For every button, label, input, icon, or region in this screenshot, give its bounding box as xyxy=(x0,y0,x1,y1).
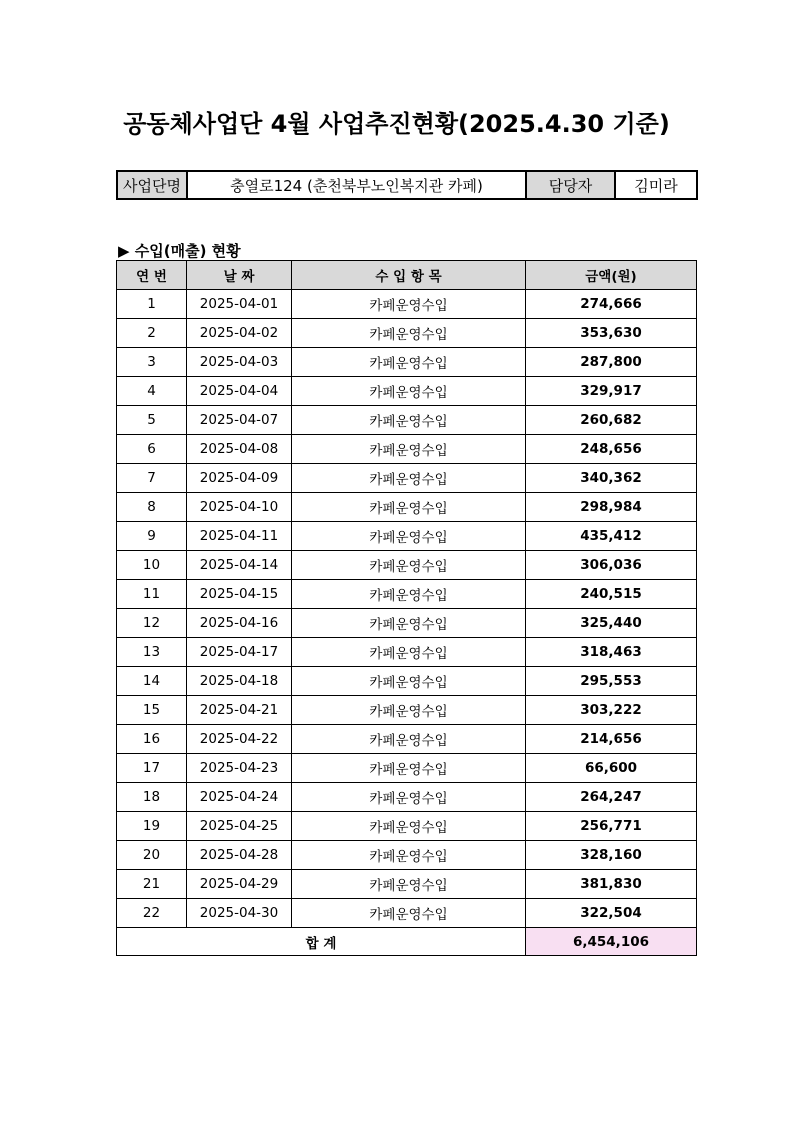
row-no: 5 xyxy=(117,406,187,435)
row-amount: 306,036 xyxy=(526,551,697,580)
row-date: 2025-04-14 xyxy=(187,551,292,580)
row-amount: 287,800 xyxy=(526,348,697,377)
header-no: 연 번 xyxy=(117,261,187,290)
row-no: 16 xyxy=(117,725,187,754)
row-no: 19 xyxy=(117,812,187,841)
row-item: 카페운영수입 xyxy=(292,348,526,377)
row-no: 6 xyxy=(117,435,187,464)
row-date: 2025-04-30 xyxy=(187,899,292,928)
row-amount: 353,630 xyxy=(526,319,697,348)
row-item: 카페운영수입 xyxy=(292,551,526,580)
row-amount: 248,656 xyxy=(526,435,697,464)
table-row xyxy=(117,319,697,348)
row-amount: 318,463 xyxy=(526,638,697,667)
table-row xyxy=(117,290,697,319)
row-amount: 66,600 xyxy=(526,754,697,783)
row-no: 3 xyxy=(117,348,187,377)
row-no: 20 xyxy=(117,841,187,870)
row-no: 14 xyxy=(117,667,187,696)
total-label: 합 계 xyxy=(117,928,526,956)
table-row xyxy=(117,667,697,696)
row-date: 2025-04-23 xyxy=(187,754,292,783)
row-item: 카페운영수입 xyxy=(292,319,526,348)
row-date: 2025-04-17 xyxy=(187,638,292,667)
row-no: 13 xyxy=(117,638,187,667)
row-no: 12 xyxy=(117,609,187,638)
header-date: 날 짜 xyxy=(187,261,292,290)
section-title: ▶ 수입(매출) 현황 xyxy=(118,242,241,260)
unit-name-value: 충열로124 (춘천북부노인복지관 카페) xyxy=(187,171,526,199)
row-date: 2025-04-03 xyxy=(187,348,292,377)
table-row xyxy=(117,638,697,667)
table-row xyxy=(117,493,697,522)
row-date: 2025-04-11 xyxy=(187,522,292,551)
business-info-table xyxy=(116,170,698,200)
header-amount: 금액(원) xyxy=(526,261,697,290)
row-amount: 264,247 xyxy=(526,783,697,812)
row-item: 카페운영수입 xyxy=(292,754,526,783)
row-date: 2025-04-24 xyxy=(187,783,292,812)
header-item: 수 입 항 목 xyxy=(292,261,526,290)
row-amount: 214,656 xyxy=(526,725,697,754)
row-amount: 274,666 xyxy=(526,290,697,319)
row-amount: 322,504 xyxy=(526,899,697,928)
table-row xyxy=(117,609,697,638)
row-amount: 303,222 xyxy=(526,696,697,725)
table-row xyxy=(117,435,697,464)
table-header-row xyxy=(117,261,697,290)
row-amount: 240,515 xyxy=(526,580,697,609)
row-amount: 381,830 xyxy=(526,870,697,899)
row-date: 2025-04-15 xyxy=(187,580,292,609)
table-row xyxy=(117,754,697,783)
row-item: 카페운영수입 xyxy=(292,638,526,667)
row-item: 카페운영수입 xyxy=(292,580,526,609)
row-no: 11 xyxy=(117,580,187,609)
table-row xyxy=(117,899,697,928)
table-row xyxy=(117,348,697,377)
row-item: 카페운영수입 xyxy=(292,667,526,696)
table-row xyxy=(117,406,697,435)
row-item: 카페운영수입 xyxy=(292,435,526,464)
row-item: 카페운영수입 xyxy=(292,812,526,841)
row-date: 2025-04-21 xyxy=(187,696,292,725)
row-date: 2025-04-25 xyxy=(187,812,292,841)
row-date: 2025-04-10 xyxy=(187,493,292,522)
row-item: 카페운영수입 xyxy=(292,696,526,725)
row-date: 2025-04-07 xyxy=(187,406,292,435)
manager-value: 김미라 xyxy=(615,171,697,199)
table-row xyxy=(117,580,697,609)
row-item: 카페운영수입 xyxy=(292,290,526,319)
row-amount: 298,984 xyxy=(526,493,697,522)
row-item: 카페운영수입 xyxy=(292,493,526,522)
row-no: 2 xyxy=(117,319,187,348)
row-item: 카페운영수입 xyxy=(292,841,526,870)
row-date: 2025-04-16 xyxy=(187,609,292,638)
page-title: 공동체사업단 4월 사업추진현황(2025.4.30 기준) xyxy=(123,110,670,138)
row-item: 카페운영수입 xyxy=(292,609,526,638)
row-no: 15 xyxy=(117,696,187,725)
revenue-table xyxy=(116,260,697,956)
row-item: 카페운영수입 xyxy=(292,406,526,435)
row-no: 1 xyxy=(117,290,187,319)
row-amount: 325,440 xyxy=(526,609,697,638)
row-no: 22 xyxy=(117,899,187,928)
row-item: 카페운영수입 xyxy=(292,522,526,551)
row-date: 2025-04-18 xyxy=(187,667,292,696)
row-date: 2025-04-01 xyxy=(187,290,292,319)
row-no: 7 xyxy=(117,464,187,493)
row-amount: 329,917 xyxy=(526,377,697,406)
row-amount: 295,553 xyxy=(526,667,697,696)
row-item: 카페운영수입 xyxy=(292,725,526,754)
row-amount: 256,771 xyxy=(526,812,697,841)
row-date: 2025-04-22 xyxy=(187,725,292,754)
row-no: 17 xyxy=(117,754,187,783)
table-row xyxy=(117,551,697,580)
row-amount: 328,160 xyxy=(526,841,697,870)
row-no: 9 xyxy=(117,522,187,551)
table-row xyxy=(117,783,697,812)
total-amount: 6,454,106 xyxy=(526,928,697,956)
table-row xyxy=(117,522,697,551)
table-row xyxy=(117,377,697,406)
table-row xyxy=(117,841,697,870)
table-row xyxy=(117,464,697,493)
row-no: 4 xyxy=(117,377,187,406)
row-item: 카페운영수입 xyxy=(292,377,526,406)
row-amount: 260,682 xyxy=(526,406,697,435)
table-row xyxy=(117,725,697,754)
unit-name-label: 사업단명 xyxy=(117,171,187,199)
total-row xyxy=(117,928,697,956)
row-amount: 435,412 xyxy=(526,522,697,551)
row-date: 2025-04-02 xyxy=(187,319,292,348)
row-item: 카페운영수입 xyxy=(292,870,526,899)
row-no: 18 xyxy=(117,783,187,812)
table-row xyxy=(117,812,697,841)
table-row xyxy=(117,696,697,725)
row-date: 2025-04-28 xyxy=(187,841,292,870)
row-no: 8 xyxy=(117,493,187,522)
row-date: 2025-04-04 xyxy=(187,377,292,406)
row-item: 카페운영수입 xyxy=(292,899,526,928)
row-amount: 340,362 xyxy=(526,464,697,493)
manager-label: 담당자 xyxy=(526,171,615,199)
row-date: 2025-04-29 xyxy=(187,870,292,899)
row-item: 카페운영수입 xyxy=(292,464,526,493)
row-item: 카페운영수입 xyxy=(292,783,526,812)
table-row xyxy=(117,870,697,899)
row-no: 10 xyxy=(117,551,187,580)
row-date: 2025-04-09 xyxy=(187,464,292,493)
row-date: 2025-04-08 xyxy=(187,435,292,464)
row-no: 21 xyxy=(117,870,187,899)
